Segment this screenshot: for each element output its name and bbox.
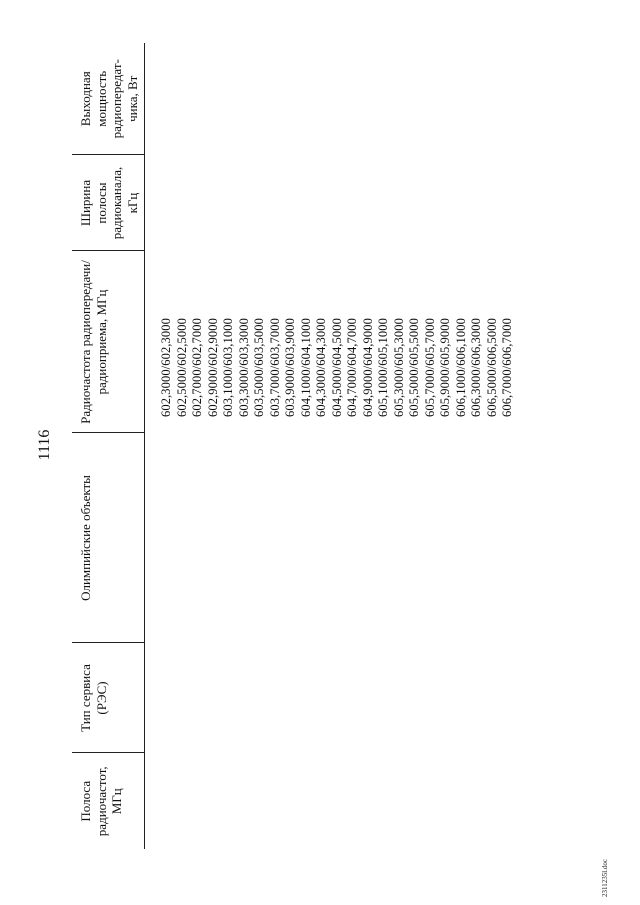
cell-channel-bandwidth bbox=[145, 155, 516, 251]
frequency-value: 604,5000/604,5000 bbox=[329, 318, 344, 417]
frequency-value: 605,9000/605,9000 bbox=[438, 318, 452, 417]
frequency-value: 605,5000/605,5000 bbox=[407, 318, 421, 417]
header-service-type: Тип сервиса (РЭС) bbox=[72, 643, 145, 753]
table-row bbox=[145, 43, 516, 849]
page-number: 1116 bbox=[36, 429, 53, 461]
frequency-value: 604,1000/604,1000 bbox=[298, 318, 313, 417]
frequency-value: 606,1000/606,1000 bbox=[453, 318, 468, 417]
frequency-value: 604,9000/604,9000 bbox=[360, 318, 375, 417]
frequency-value: 603,7000/603,7000 bbox=[267, 318, 282, 417]
frequency-table bbox=[72, 43, 516, 849]
frequency-value: 602,3000/602,3000 bbox=[159, 318, 173, 417]
frequency-value: 605,7000/605,7000 bbox=[422, 318, 437, 417]
frequency-value: 602,5000/602,5000 bbox=[174, 318, 189, 417]
cell-frequency-band bbox=[145, 753, 516, 849]
frequency-value: 605,1000/605,1000 bbox=[376, 318, 390, 417]
frequency-value: 606,5000/606,5000 bbox=[484, 318, 499, 417]
frequency-value: 604,3000/604,3000 bbox=[314, 318, 328, 417]
cell-output-power bbox=[145, 43, 516, 155]
frequency-value: 602,9000/602,9000 bbox=[205, 318, 220, 417]
frequency-value: 603,5000/603,5000 bbox=[252, 318, 266, 417]
cell-frequency-list bbox=[145, 251, 516, 433]
frequency-value: 606,7000/606,7000 bbox=[500, 318, 514, 417]
frequency-value: 603,1000/603,1000 bbox=[221, 318, 235, 417]
header-output-power: Выходная мощность радиопередат-чика, Вт bbox=[72, 43, 145, 155]
file-reference: 2311235l.doc bbox=[601, 858, 609, 897]
frequency-value: 602,7000/602,7000 bbox=[190, 318, 204, 417]
frequency-value: 603,3000/603,3000 bbox=[236, 318, 251, 417]
frequency-value: 605,3000/605,3000 bbox=[391, 318, 406, 417]
frequency-value: 604,7000/604,7000 bbox=[345, 318, 359, 417]
header-channel-bandwidth: Ширина полосы радиоканала, кГц bbox=[72, 155, 145, 251]
frequency-value: 606,3000/606,3000 bbox=[469, 318, 483, 417]
cell-olympic-objects bbox=[145, 433, 516, 643]
frequency-value: 603,9000/603,9000 bbox=[283, 318, 297, 417]
header-olympic-objects: Олимпийские объекты bbox=[72, 433, 145, 643]
header-frequency-band: Полоса радиочастот, МГц bbox=[72, 753, 145, 849]
cell-service-type bbox=[145, 643, 516, 753]
table-header-row bbox=[72, 43, 145, 849]
header-tx-rx-frequency: Радиочастота радиопередачи/ радиоприема, МГц bbox=[72, 251, 145, 433]
